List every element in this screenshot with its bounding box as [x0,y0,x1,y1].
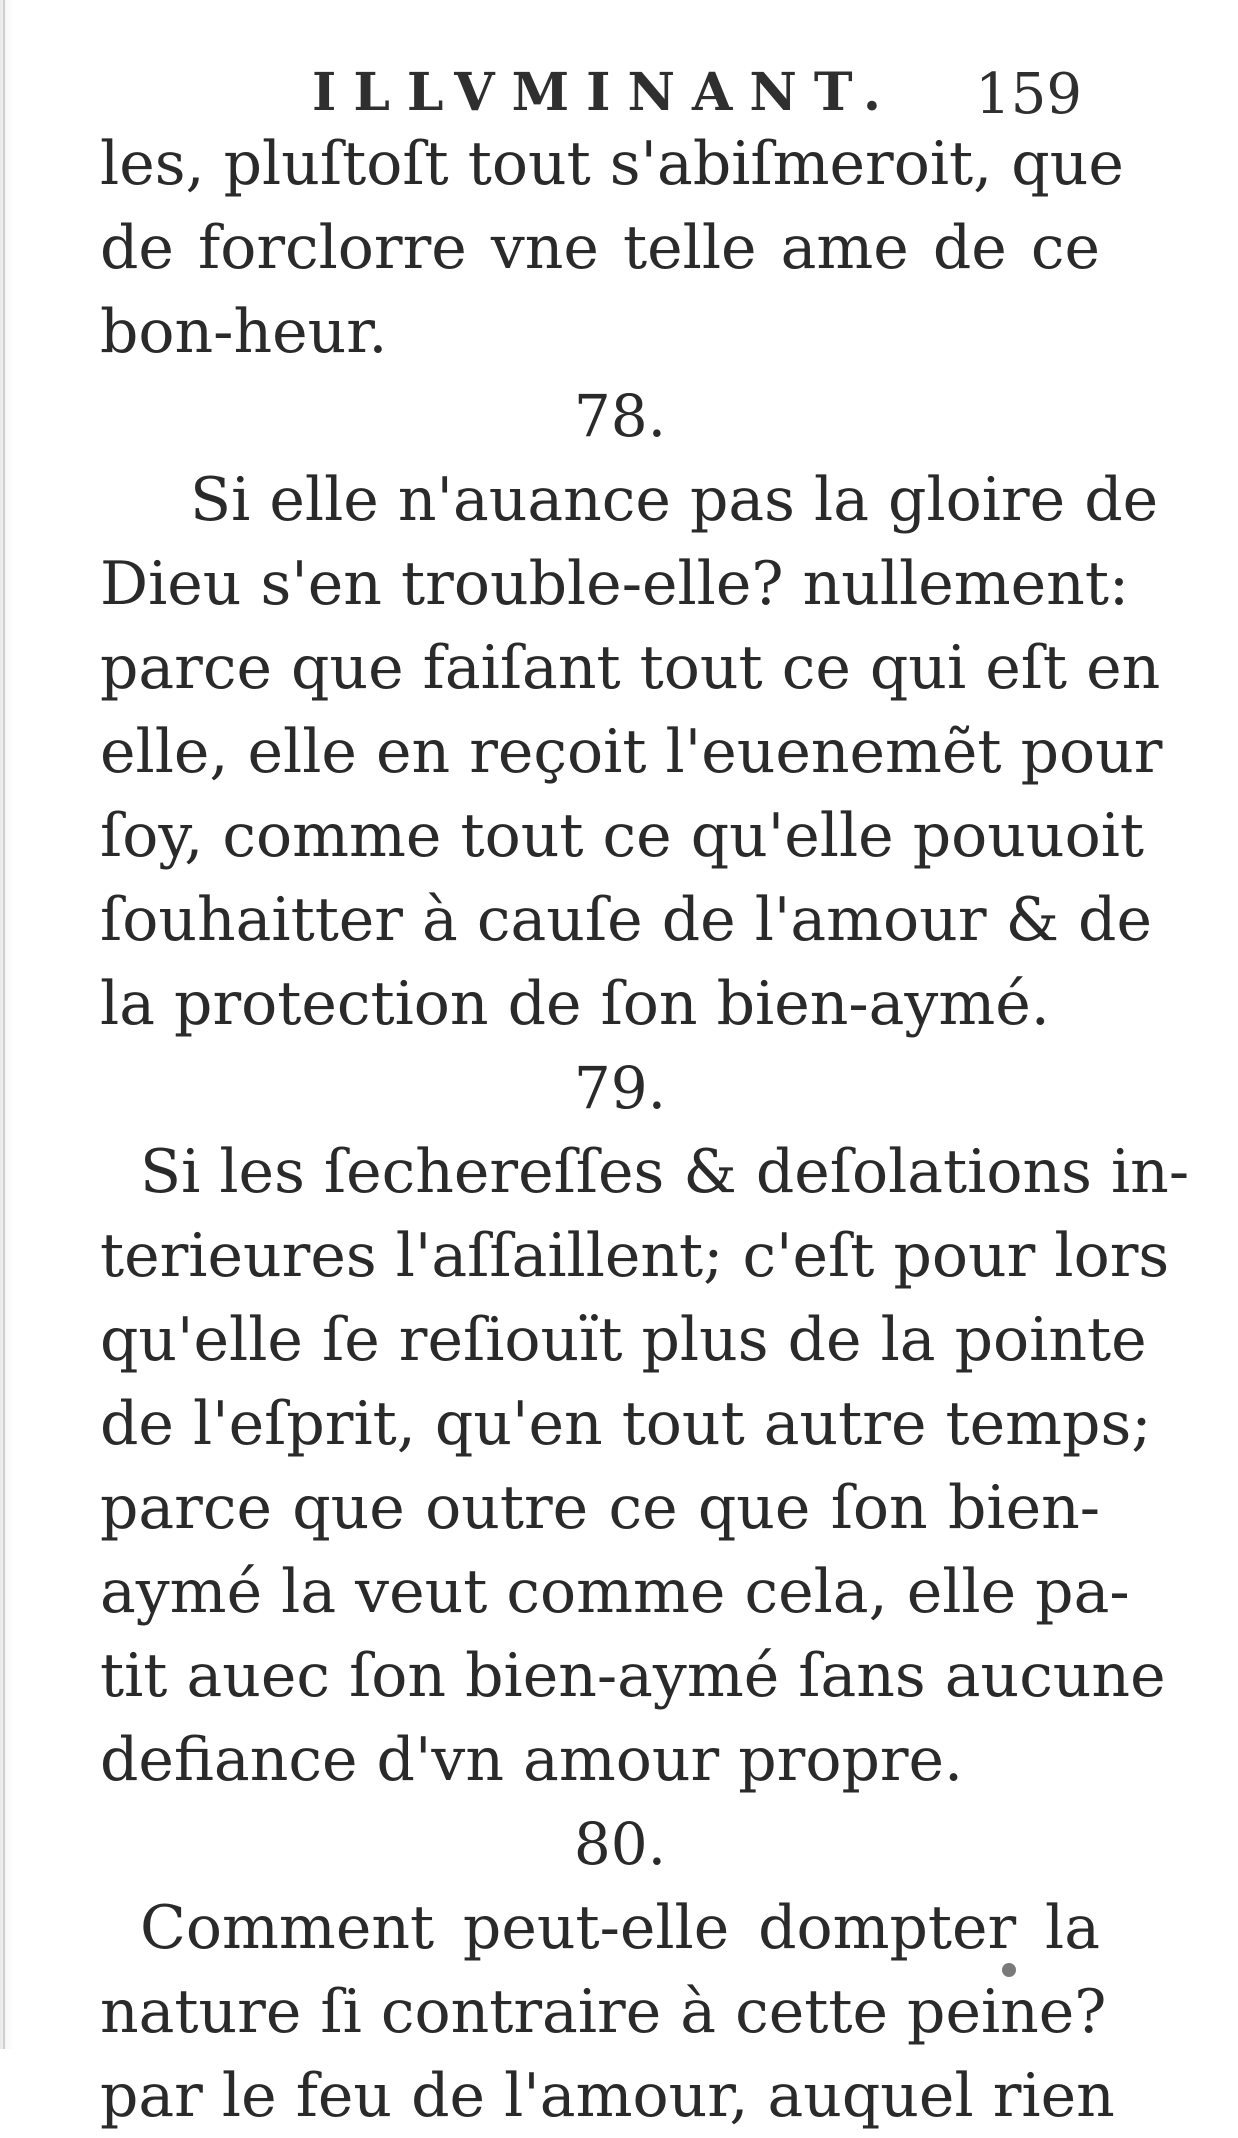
text-line: Dieu s'en trouble-elle? nullement: [100,549,1130,619]
text-line: terieures l'aſſaillent; c'eſt pour lors [100,1221,1170,1291]
text-line: defiance d'vn amour propre. [100,1725,964,1795]
text-line: les, pluſtoſt tout s'abiſmeroit, que [100,129,1124,199]
running-title: ILLVMINANT. [312,62,899,123]
text-line: ſouhaitter à cauſe de l'amour & de [100,885,1152,955]
text-line: nature ſi contraire à cette peine? [100,1977,1107,2047]
text-line: de forclorre vne telle ame de ce [100,213,1100,283]
section-number: 78. [573,382,667,450]
section-number: 80. [573,1810,667,1878]
text-line: Si elle n'auance pas la gloire de [190,465,1159,535]
text-line: aymé la veut comme cela, elle pa- [100,1557,1130,1627]
text-line: bon-heur. [100,297,388,367]
body-text [100,122,1190,2138]
ink-spot [1002,1963,1016,1977]
text-line: ſoy, comme tout ce qu'elle pouuoit [100,801,1144,871]
page-gutter [3,0,5,2049]
text-line: Si les ſechereſſes & deſolations in- [140,1137,1190,1207]
text-line: par le feu de l'amour, auquel rien [100,2061,1115,2131]
text-line: de l'eſprit, qu'en tout autre temps; [100,1389,1152,1459]
section-number: 79. [573,1054,667,1122]
text-line: elle, elle en reçoit l'euenemẽt pour [100,717,1163,787]
text-line: parce que outre ce que ſon bien- [100,1473,1100,1543]
text-line: qu'elle ſe reſiouït plus de la pointe [100,1305,1147,1375]
text-line: parce que faiſant tout ce qui eſt en [100,633,1161,703]
page-number: 159 [975,62,1082,127]
text-line: tit auec ſon bien-aymé ſans aucune [100,1641,1166,1711]
text-line: la protection de ſon bien-aymé. [100,969,1050,1039]
text-line: Comment peut-elle dompter la [140,1893,1100,1963]
